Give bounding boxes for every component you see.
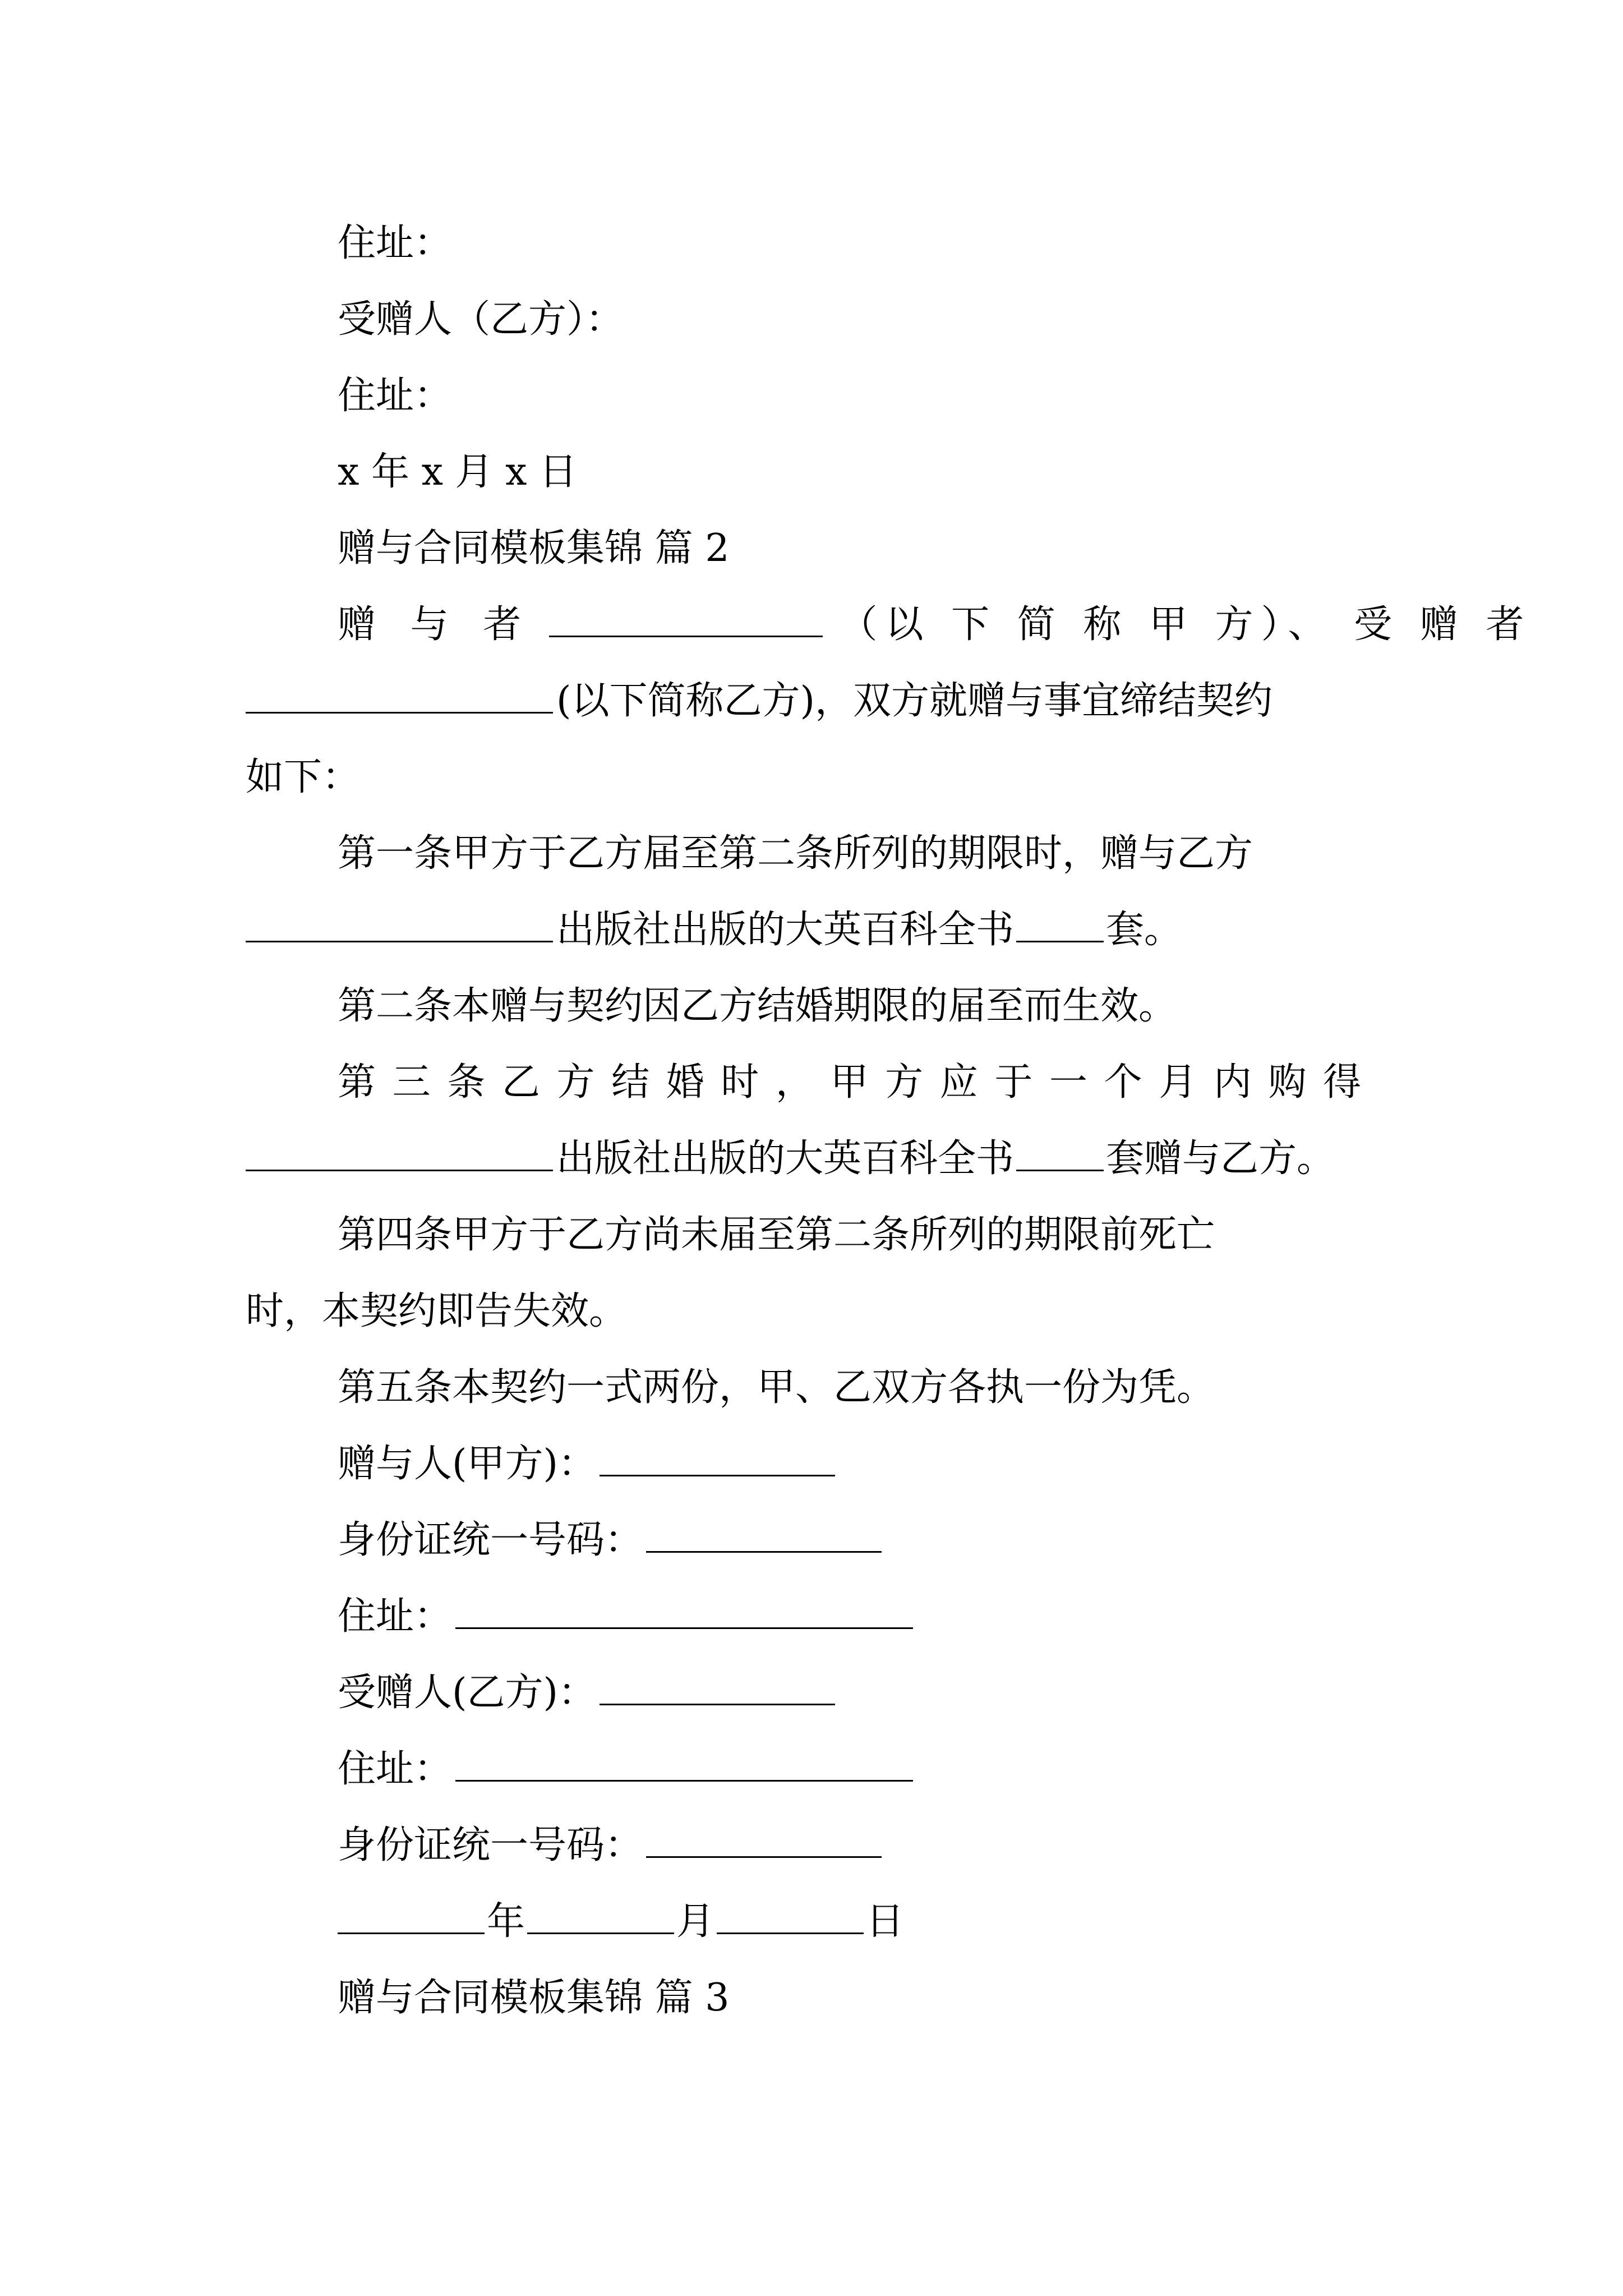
section-3-heading: [338, 1976, 730, 2020]
article-1-book: 出版社出版的大英百科全书: [556, 908, 1015, 952]
article-4-text: 第四条甲方于乙方尚未届至第二条所列的期限前死亡: [338, 1213, 1215, 1257]
section-heading: 赠与合同模板集锦 篇 2: [338, 526, 730, 570]
recipient-address-line: [338, 1747, 913, 1791]
intro-recipient-text: （以 下 简 称 甲 方）、 受 赠 者: [839, 602, 1532, 647]
address-label: 住址：: [338, 221, 453, 265]
recipient-signature-line: [338, 1671, 835, 1715]
publisher-blank: [246, 1166, 553, 1171]
donor-address-line: [338, 1594, 913, 1639]
article-4-end: 时，本契约即告失效。: [246, 1289, 628, 1333]
quantity-blank: [1016, 1166, 1104, 1171]
article-4-line-2: [246, 1289, 628, 1333]
day-blank[interactable]: [717, 1929, 864, 1934]
article-3-line-1: [338, 1060, 1364, 1105]
intro-line-2: [246, 679, 1273, 723]
intro-line-1: [338, 602, 1532, 647]
intro-continuation: (以下简称乙方)，双方就赠与事宜缔结契约: [556, 679, 1273, 723]
article-2-text: 第二条本赠与契约因乙方结婚期限的届至而生效。: [338, 984, 1177, 1028]
article-1-end: 套。: [1106, 908, 1183, 952]
article-1-text: 第一条甲方于乙方届至第二条所列的期限时，赠与乙方: [338, 831, 1253, 876]
address-line-2: [338, 374, 453, 418]
donor-label: 赠与人(甲方)：: [338, 1442, 597, 1486]
publisher-blank: [246, 937, 553, 942]
intro-line-3: [246, 755, 361, 799]
date-text: x 年 x 月 x 日: [338, 450, 578, 494]
donor-signature-line: [338, 1442, 835, 1486]
article-3-book: 出版社出版的大英百科全书: [556, 1137, 1015, 1181]
intro-end: 如下：: [246, 755, 361, 799]
signing-date-line: [338, 1899, 905, 1944]
recipient-address-blank[interactable]: [455, 1777, 913, 1782]
recipient-id-blank[interactable]: [646, 1853, 882, 1858]
article-3-line-2: [246, 1137, 1335, 1181]
donor-id-line: [338, 1518, 882, 1562]
recipient-name-blank: [246, 708, 553, 714]
address-label: 住址：: [338, 374, 453, 418]
donor-blank[interactable]: [600, 1471, 835, 1476]
recipient-id-line: [338, 1823, 882, 1867]
section-heading: 赠与合同模板集锦 篇 3: [338, 1976, 730, 2020]
article-5-text: 第五条本契约一式两份，甲、乙双方各执一份为凭。: [338, 1365, 1215, 1410]
article-3-end: 套赠与乙方。: [1106, 1137, 1335, 1181]
year-label: 年: [487, 1899, 525, 1944]
article-4-line-1: [338, 1213, 1215, 1257]
recipient-label: 受赠人（乙方）：: [338, 297, 624, 342]
recipient-id-label: 身份证统一号码：: [338, 1823, 643, 1867]
article-1-line-2: [246, 908, 1183, 952]
donor-address-label: 住址：: [338, 1594, 453, 1639]
article-3-text: 第 三 条 乙 方 结 婚 时 ， 甲 方 应 于 一 个 月 内 购 得: [338, 1060, 1364, 1105]
recipient-label: 受赠人(乙方)：: [338, 1671, 597, 1715]
day-label: 日: [866, 1899, 905, 1944]
article-5-line: [338, 1365, 1215, 1410]
recipient-address-label: 住址：: [338, 1747, 453, 1791]
recipient-line: [338, 297, 624, 342]
month-blank[interactable]: [527, 1929, 674, 1934]
quantity-blank: [1016, 937, 1104, 942]
recipient-blank[interactable]: [600, 1700, 835, 1705]
section-2-heading: [338, 526, 730, 570]
year-blank[interactable]: [338, 1929, 485, 1934]
address-line-1: [338, 221, 453, 265]
article-2-line: [338, 984, 1177, 1028]
date-line: [338, 450, 578, 494]
month-label: 月: [676, 1899, 715, 1944]
intro-donor-text: 赠 与 者: [338, 602, 533, 647]
article-1-line-1: [338, 831, 1253, 876]
donor-name-blank: [549, 632, 823, 637]
donor-address-blank[interactable]: [455, 1624, 913, 1629]
donor-id-blank[interactable]: [646, 1548, 882, 1553]
donor-id-label: 身份证统一号码：: [338, 1518, 643, 1562]
